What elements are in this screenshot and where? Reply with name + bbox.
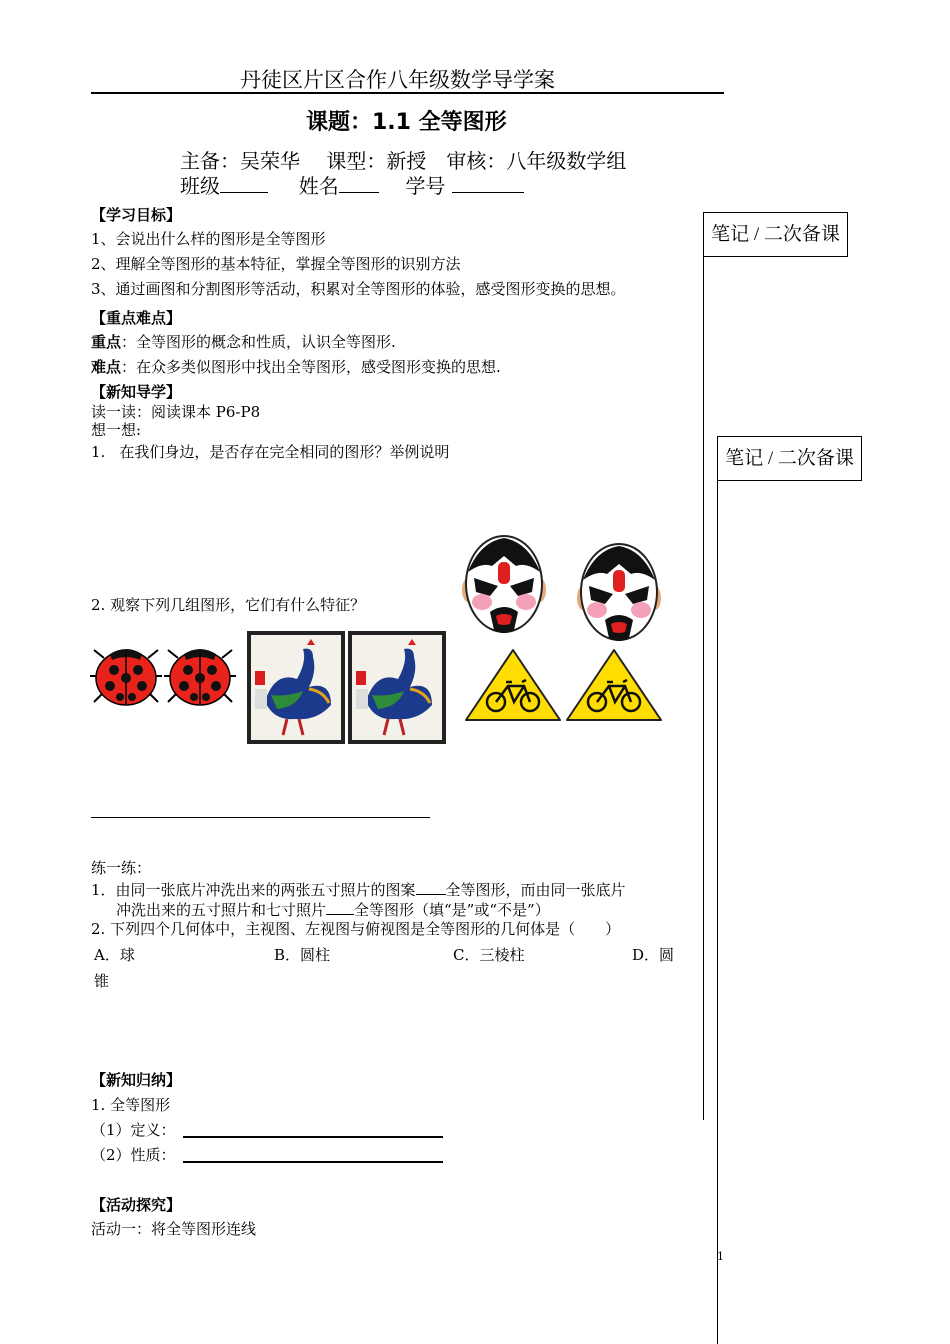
summary-heading: 【新知归纳】 [91,1071,182,1089]
name-field[interactable] [339,176,379,193]
practice-q1-text-d: 全等图形（填“是”或“不是”） [354,901,550,919]
key-heading: 【重点难点】 [91,309,182,327]
rooster-stamp-image-1 [247,631,345,744]
notes-box-1: 笔记 / 二次备课 [703,212,848,257]
class-field[interactable] [220,176,268,193]
goal-item-2: 2、理解全等图形的基本特征，掌握全等图形的识别方法 [91,255,461,273]
practice-q1-line1 [91,878,626,900]
ladybug-image-1 [90,640,162,710]
option-a[interactable]: A．球 [94,946,135,964]
goal-item-1: 1、会说出什么样的图形是全等图形 [91,230,326,248]
definition-line [91,1119,176,1141]
option-b[interactable]: B．圆柱 [274,946,331,964]
class-label: 班级 [180,174,220,198]
practice-q1-text-c: 冲洗出来的五寸照片和七寸照片 [116,901,327,919]
activity-heading: 【活动探究】 [91,1196,182,1214]
difficulty-label: 难点 [91,358,122,376]
lesson-info: 主备：吴荣华 课型：新授 审核：八年级数学组 [180,149,627,173]
question-1 [91,441,449,463]
number-field[interactable] [452,176,524,193]
opera-mask-image-1 [460,532,548,640]
practice-heading: 练一练： [91,859,152,877]
name-label: 姓名 [298,174,339,198]
property-field[interactable] [183,1161,443,1163]
practice-q1-text-b: 全等图形，而由同一张底片 [445,881,626,899]
practice-q1-blank-2[interactable] [326,898,354,915]
practice-q2: 2. 下列四个几何体中，主视图、左视图与俯视图是全等图形的几何体是（ ） [91,920,621,938]
opera-mask-image-2 [575,540,663,648]
think-line: 想一想: [91,421,142,439]
read-line: 读一读：阅读课本 P6-P8 [91,403,261,421]
question-2: 2. 观察下列几组图形，它们有什么特征？ [91,596,366,614]
option-d[interactable]: D．圆 [632,946,675,964]
option-c[interactable]: C．三棱柱 [453,946,525,964]
summary-item: 1. 全等图形 [91,1096,171,1114]
goal-item-3: 3、通过画图和分割图形等活动，积累对全等图形的体验，感受图形变换的思想。 [91,280,626,298]
lesson-title: 课题：1.1 全等图形 [306,110,507,135]
page-number: 1 [717,1250,724,1263]
focus-text: ：全等图形的概念和性质，认识全等图形. [121,333,396,351]
question-1-text: 在我们身边，是否存在完全相同的图形？举例说明 [119,443,450,461]
student-info-line [180,173,524,199]
activity-item: 活动一：将全等图形连线 [91,1220,257,1238]
difficulty-line [91,356,501,378]
focus-label: 重点 [91,333,122,351]
notes-margin-line-1 [703,256,704,1120]
practice-q1-text-a: 1．由同一张底片冲洗出来的两张五寸照片的图案 [91,881,416,899]
focus-line [91,331,396,353]
header-title: 丹徒区片区合作八年级数学导学案 [240,68,555,92]
practice-q1-line2 [116,898,550,920]
notes-box-2: 笔记 / 二次备课 [717,436,862,481]
bicycle-sign-image-2 [565,648,663,722]
definition-label: （1）定义： [91,1121,176,1139]
answer-line[interactable] [91,817,430,818]
definition-field[interactable] [183,1136,443,1138]
option-d-continued: 锥 [94,972,110,990]
goals-heading: 【学习目标】 [91,206,182,224]
question-1-number: 1. [91,443,106,461]
ladybug-image-2 [164,640,236,710]
bicycle-sign-image-1 [464,648,562,722]
notes-margin-line-2 [717,480,718,1344]
guide-heading: 【新知导学】 [91,383,182,401]
difficulty-text: ：在众多类似图形中找出全等图形，感受图形变换的思想. [121,358,501,376]
property-line [91,1144,176,1166]
practice-q1-blank-1[interactable] [416,878,446,895]
property-label: （2）性质： [91,1146,176,1164]
header-rule [91,92,724,94]
rooster-stamp-image-2 [348,631,446,744]
number-label: 学号 [405,174,446,198]
